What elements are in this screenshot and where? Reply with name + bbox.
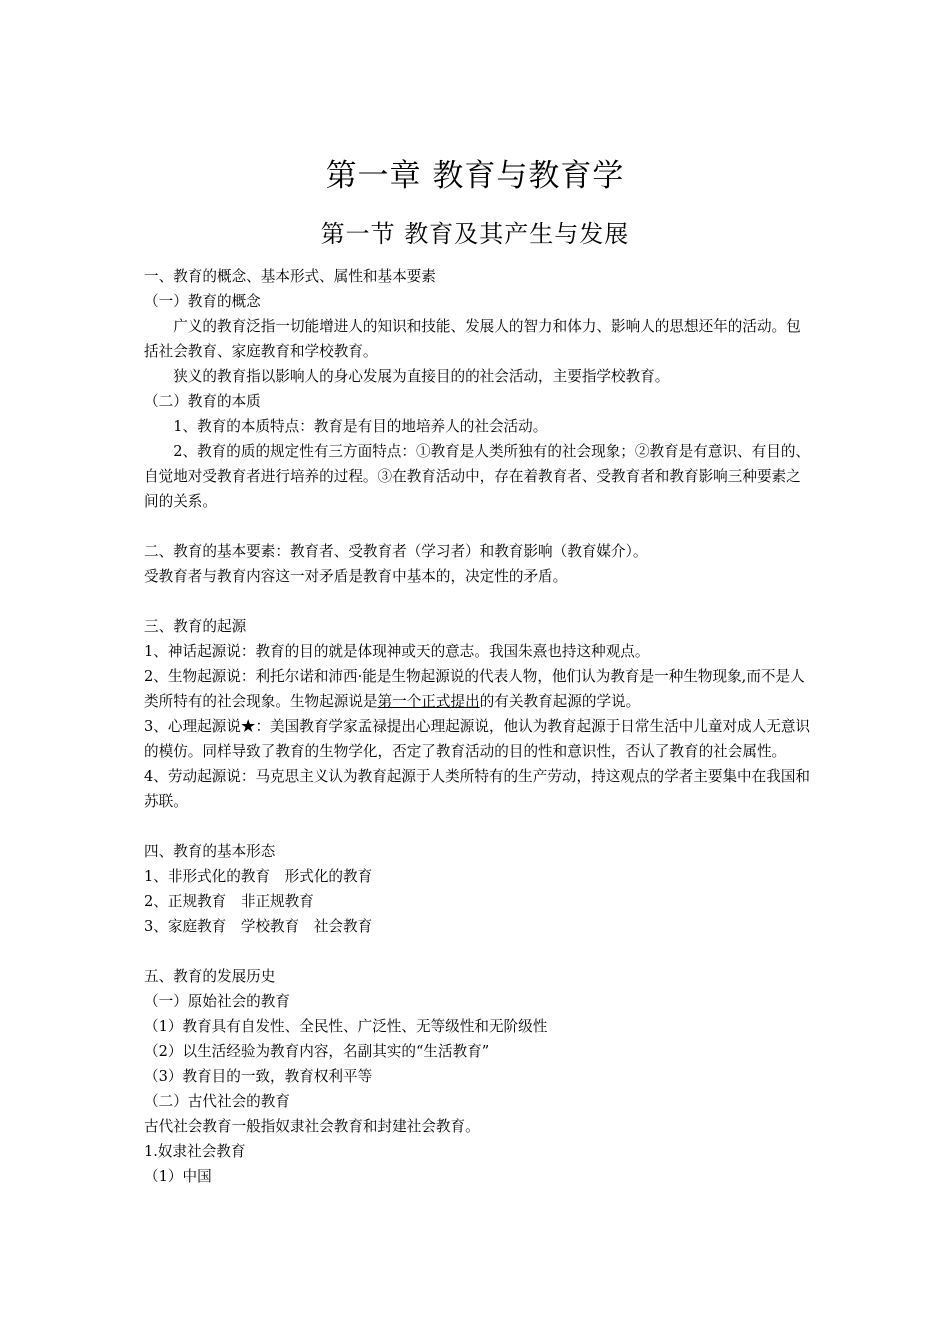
paragraph-contradiction: 受教育者与教育内容这一对矛盾是教育中基本的，决定性的矛盾。 — [144, 568, 568, 585]
spacer — [144, 589, 810, 614]
paragraph-biological-origin — [144, 664, 810, 714]
subheading-essence: （二）教育的本质 — [144, 393, 261, 410]
list-item: 2、正规教育 非正规教育 — [144, 893, 314, 910]
paragraph-broad-education: 广义的教育泛指一切能增进人的知识和技能、发展人的智力和体力、影响人的思想还年的活动。包括社会教育、家庭教育和学校教育。 — [144, 318, 801, 360]
list-item: 3、家庭教育 学校教育 社会教育 — [144, 918, 373, 935]
heading-4: 四、教育的基本形态 — [144, 843, 276, 860]
list-item: （2）以生活经验为教育内容，名副其实的“生活教育” — [144, 1043, 490, 1060]
list-item: （1）教育具有自发性、全民性、广泛性、无等级性和无阶级性 — [144, 1018, 548, 1035]
document-body — [144, 264, 810, 1189]
heading-2: 二、教育的基本要素：教育者、受教育者（学习者）和教育影响（教育媒介）。 — [144, 543, 648, 560]
list-item: 1、非形式化的教育 形式化的教育 — [144, 868, 373, 885]
paragraph-labor-origin: 4、劳动起源说：马克思主义认为教育起源于人类所特有的生产劳动，持这观点的学者主要集中在我国和苏联。 — [144, 768, 811, 810]
paragraph-psychological-origin: 3、心理起源说★：美国教育学家孟禄提出心理起源说，他认为教育起源于日常生活中儿童对成人无意识的模仿。同样导致了教育的生物学化，否定了教育活动的目的性和意识性，否认了教育的社会属性。 — [144, 718, 811, 760]
subheading-ancient: （二）古代社会的教育 — [144, 1093, 290, 1110]
spacer — [144, 939, 810, 964]
underlined-first-formal: 第一个正式提出 — [377, 693, 480, 710]
biological-origin-text-a: 2、生物起源说：利托尔诺和沛西·能是生物起源说的代表人物，他们认为教育是一种生物现象,而不是人类所特有的社会现象。生物起源说是 — [144, 668, 805, 710]
heading-3: 三、教育的起源 — [144, 618, 247, 635]
paragraph-slave-society: 1.奴隶社会教育 — [144, 1143, 246, 1160]
subheading-concept: （一）教育的概念 — [144, 293, 261, 310]
paragraph-essence-quality: 2、教育的质的规定性有三方面特点：①教育是人类所独有的社会现象；②教育是有意识、有目的、自觉地对受教育者进行培养的过程。③在教育活动中，存在着教育者、受教育者和教育影响三种要素之间的关系。 — [144, 443, 811, 510]
heading-1: 一、教育的概念、基本形式、属性和基本要素 — [144, 268, 436, 285]
paragraph-narrow-education: 狭义的教育指以影响人的身心发展为直接目的的社会活动，主要指学校教育。 — [173, 368, 670, 385]
paragraph-china: （1）中国 — [144, 1168, 212, 1185]
spacer — [144, 514, 810, 539]
spacer — [144, 814, 810, 839]
section-title: 第一节 教育及其产生与发展 — [320, 220, 630, 248]
paragraph-ancient: 古代社会教育一般指奴隶社会教育和封建社会教育。 — [144, 1118, 480, 1135]
heading-5: 五、教育的发展历史 — [144, 968, 276, 985]
chapter-title: 第一章 教育与教育学 — [325, 158, 625, 194]
list-item: （3）教育目的一致，教育权利平等 — [144, 1068, 373, 1085]
paragraph-essence-feature: 1、教育的本质特点：教育是有目的地培养人的社会活动。 — [173, 418, 548, 435]
biological-origin-text-b: 的有关教育起源的学说。 — [479, 693, 641, 710]
paragraph-myth-origin: 1、神话起源说：教育的目的就是体现神或天的意志。我国朱熹也持这种观点。 — [144, 643, 650, 660]
subheading-primitive: （一）原始社会的教育 — [144, 993, 290, 1010]
